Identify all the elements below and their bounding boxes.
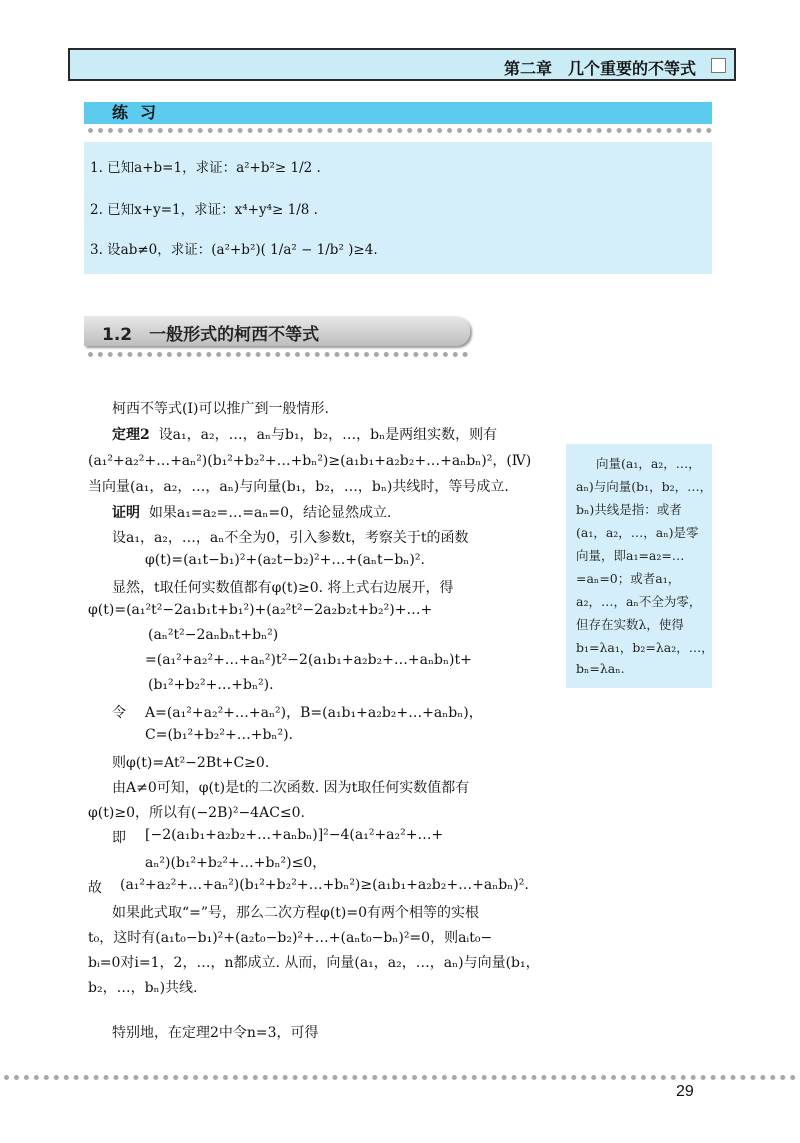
- proof-line-16: (a₁²+a₂²+…+aₙ²)(b₁²+b₂²+…+bₙ²)≥(a₁b₁+a₂b₂+…+aₙbₙ)².: [120, 877, 529, 893]
- proof-line-10: C=(b₁²+b₂²+…+bₙ²).: [145, 727, 294, 743]
- theorem-label: 定理2: [112, 427, 150, 443]
- exercise-item-3: 3. 设ab≠0，求证：(a²+b²)( 1/a² − 1/b² )≥4.: [90, 242, 378, 258]
- proof-line-14-prefix: 即: [112, 830, 126, 846]
- section-heading-tab: [84, 316, 470, 346]
- proof-line-6: (aₙ²t²−2aₙbₙt+bₙ²): [148, 627, 279, 643]
- theorem-formula: (a₁²+a₂²+…+aₙ²)(b₁²+b₂²+…+bₙ²)≥(a₁b₁+a₂b₂+…+aₙbₙ)²，(Ⅳ): [88, 453, 532, 469]
- proof-line-5: φ(t)=(a₁²t²−2a₁b₁t+b₁²)+(a₂²t²−2a₂b₂t+b₂²)+…+: [88, 602, 433, 618]
- chapter-title: 第二章 几个重要的不等式: [503, 59, 696, 78]
- side-note-box: [566, 444, 712, 688]
- side-note-line: =aₙ=0；或者a₁，: [576, 571, 681, 586]
- proof-line-16-prefix: 故: [88, 880, 102, 896]
- intro-text: 柯西不等式(Ⅰ)可以推广到一般情形.: [112, 401, 329, 417]
- section-title: 1.2 一般形式的柯西不等式: [102, 325, 320, 345]
- side-note-line: b₁=λa₁，b₂=λa₂，…，: [576, 640, 714, 655]
- proof-line-1: [112, 502, 392, 522]
- exercise-title: 练习: [112, 103, 169, 122]
- proof-line-18: t₀，这时有(a₁t₀−b₁)²+(a₂t₀−b₂)²+…+(aₙt₀−bₙ)²=0，则aᵢt₀−: [88, 930, 493, 946]
- dotted-divider: [88, 128, 712, 133]
- proof-text-1: 如果a₁=a₂=…=aₙ=0，结论显然成立.: [148, 505, 392, 521]
- proof-line-2: 设a₁，a₂，…，aₙ不全为0，引入参数t，考察关于t的函数: [112, 530, 469, 546]
- exercise-item-2: 2. 已知x+y=1，求证：x⁴+y⁴≥ 1/8 .: [90, 202, 318, 218]
- equality-condition: 当向量(a₁，a₂，…，aₙ)与向量(b₁，b₂，…，bₙ)共线时，等号成立.: [88, 479, 509, 495]
- side-note-line: (a₁，a₂，…，aₙ)是零: [576, 525, 699, 540]
- side-note-line: 向量，即a₁=a₂=…: [576, 548, 685, 563]
- proof-line-19: bᵢ=0对i=1，2，…，n都成立. 从而，向量(a₁，a₂，…，aₙ)与向量(b₁，: [88, 955, 540, 971]
- exercise-item-1: 1. 已知a+b=1，求证：a²+b²≥ 1/2 .: [90, 160, 321, 176]
- side-note-line: bₙ=λaₙ.: [576, 661, 625, 676]
- proof-line-12: 由A≠0可知，φ(t)是t的二次函数. 因为t取任何实数值都有: [112, 780, 470, 796]
- proof-line-14: [−2(a₁b₁+a₂b₂+…+aₙbₙ)]²−4(a₁²+a₂²+…+: [145, 827, 444, 843]
- side-note-line: a₂，…，aₙ不全为零，: [576, 594, 702, 609]
- exercise-box: [84, 142, 712, 274]
- proof-line-8: (b₁²+b₂²+…+bₙ²).: [148, 677, 274, 693]
- proof-line-9: A=(a₁²+a₂²+…+aₙ²)，B=(a₁b₁+a₂b₂+…+aₙbₙ)，: [145, 705, 483, 721]
- proof-line-4: 显然，t取任何实数值都有φ(t)≥0. 将上式右边展开，得: [112, 580, 454, 596]
- theorem-text: 设a₁，a₂，…，aₙ与b₁，b₂，…，bₙ是两组实数，则有: [158, 427, 498, 443]
- proof-line-9-prefix: 令: [112, 705, 126, 721]
- side-note-line: 向量(a₁，a₂，…，: [596, 456, 701, 471]
- proof-line-13: φ(t)≥0，所以有(−2B)²−4AC≤0.: [88, 805, 305, 821]
- footer-dotted-divider: [4, 1075, 796, 1080]
- proof-line-15: aₙ²)(b₁²+b₂²+…+bₙ²)≤0，: [145, 855, 327, 871]
- header-square-icon: [711, 58, 726, 73]
- dotted-divider: [88, 352, 468, 357]
- special-case-text: 特别地，在定理2中令n=3，可得: [112, 1025, 319, 1041]
- theorem-line: [112, 424, 497, 444]
- exercise-heading-bar: [84, 102, 712, 124]
- proof-line-3: φ(t)=(a₁t−b₁)²+(a₂t−b₂)²+…+(aₙt−bₙ)².: [145, 552, 425, 568]
- side-note-line: bₙ)共线是指：或者: [576, 502, 682, 517]
- proof-line-11: 则φ(t)=At²−2Bt+C≥0.: [112, 755, 270, 771]
- proof-line-17: 如果此式取“=”号，那么二次方程φ(t)=0有两个相等的实根: [112, 905, 480, 921]
- side-note-line: aₙ)与向量(b₁，b₂，…，: [576, 479, 713, 494]
- chapter-header-bar: [68, 48, 736, 81]
- side-note-line: 但存在实数λ，使得: [576, 617, 684, 632]
- proof-line-20: b₂，…，bₙ)共线.: [88, 980, 198, 996]
- proof-label: 证明: [112, 505, 140, 521]
- page-number: 29: [676, 1083, 694, 1100]
- proof-line-7: =(a₁²+a₂²+…+aₙ²)t²−2(a₁b₁+a₂b₂+…+aₙbₙ)t+: [145, 652, 472, 668]
